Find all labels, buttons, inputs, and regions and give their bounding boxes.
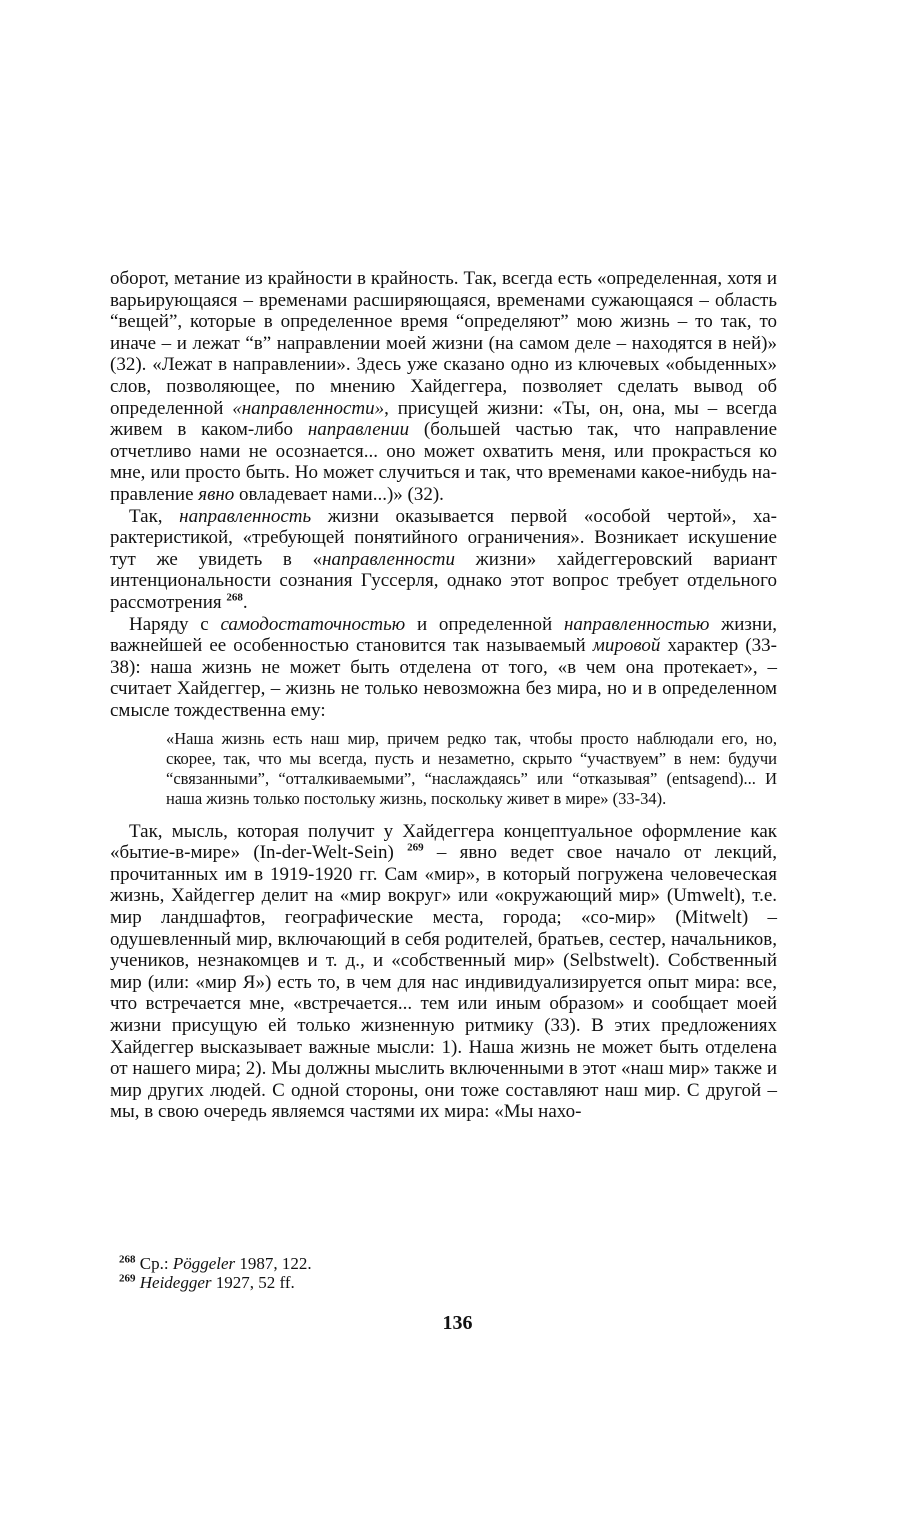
footnotes [119,1254,312,1292]
paragraph-1 [110,268,777,506]
italic-text: направленность [179,505,312,527]
italic-text: мировой [592,635,661,657]
text-run: «Наша жизнь есть наш мир, причем редко так, чтобы просто наблюдали его, но, скорее, так, что мы всегда, пусть и незаметно, скрыто “участвуем” в нем: будучи “связанными”, “отталкиваемыми”, “наслаждаясь” или “отказывая” (entsagend)... И наша жизнь только постольку жизнь, поскольку живет в мире» (33-34). [166,729,777,808]
footnote-ref: 269 [119,1272,136,1285]
italic-text: Heidegger [139,1273,212,1292]
footnote-ref: 268 [119,1253,136,1266]
text-run: жизни, важнейшей ее особенностью становится так называемый [110,613,777,657]
paragraph-2 [110,506,777,614]
text-run: Наряду с [129,613,221,635]
block-quote [166,729,777,808]
text-run: (большей частью так, что направление отчетливо нами не осознается... оно может охватить меня, или прокрасться ко мне, или просто быть. Но может случиться и так, что временами какое-нибудь направление [110,419,778,505]
text-run: жизни оказывается первой «особой чертой», характеристикой, «требующей понятийного ограничения». Возникает искушение тут же увидеть в « [110,505,777,570]
footnote-269 [119,1273,312,1292]
text-run: оборот, метание из крайности в крайность. Так, всегда есть «определенная, хотя и варьирующаяся – временами расширяющаяся, временами сужающаяся – область “вещей”, которые в определенное время “определяют” мою жизнь – то так, то иначе – и лежат “в” направлении моей жизни (на самом деле – находятся в ней)» (32). «Лежат в направлении». Здесь уже сказано одно из ключевых «обыденных» слов, позволяющее, по мнению Хайдеггера, позволяет сделать вывод об определенной [110,268,777,419]
text-run: 1927, 52 ff. [211,1273,295,1292]
italic-text: направленности [322,548,455,570]
text-run: , присущей жизни: «Ты, он, она, мы – всегда живем в каком-либо [110,397,777,441]
text-run: . [242,591,248,613]
italic-text: направленностью [563,613,710,635]
paragraph-4 [110,821,777,1123]
text-run: и определенной [405,613,564,635]
text-run: жизни» хайдеггеровский вариант интенциональности сознания Гуссерля, однако этот вопрос требует отдельного рассмотрения [110,548,777,613]
footnote-268 [119,1254,312,1273]
italic-text: «направленности» [232,397,385,419]
text-run: Так, мысль, которая получит у Хайдеггера концептуальное оформление как «бытие-в-мире» (In-der-Welt-Sein) [110,820,777,864]
paragraph-3 [110,614,777,722]
footnote-ref: 268 [226,591,243,604]
text-run: Так, [129,505,180,527]
italic-text: явно [198,483,235,505]
text-run: характер (33-38): наша жизнь не может быть отделена от того, «в чем она протекает», – считает Хайдеггер, – жизнь не только невозможна без мира, но и в определенном смысле тождественна ему: [110,635,777,721]
italic-text: направлении [307,419,410,441]
text-run: Ср.: [135,1254,173,1273]
italic-text: Pöggeler [172,1254,236,1273]
footnote-ref: 269 [407,841,424,854]
italic-text: самодостаточностью [220,613,406,635]
text-run: – явно ведет свое начало от лекций, прочитанных им в 1919-1920 гг. Сам «мир», в который погружена человеческая жизнь, Хайдеггер делит на «мир вокруг» или «окружающий мир» (Umwelt), т.е. мир ландшафтов, географические места, города; «со-мир» (Mitwelt) – одушевленный мир, включающий в себя родителей, братьев, сестер, начальников, учеников, незнакомцев и т. д., и «собственный мир» (Selbstwelt). Собственный мир (или: «мир Я») есть то, в чем для нас индивидуализируется опыт мира: все, что встречается мне, «встречается... тем или иным образом» и сообщает моей жизни присущую ей только жизненную ритмику (33). В этих предложениях Хайдеггер высказывает важные мысли: 1). Наша жизнь не может быть отделена от нашего мира; 2). Мы должны мыслить включенными в этот «наш мир» также и мир других людей. С одной стороны, они тоже составляют наш мир. С другой – мы, в свою очередь являемся частями их мира: «Мы нахо- [110,842,777,1123]
text-run: 1987, 122. [235,1254,312,1273]
page-body [110,268,777,1123]
text-run: овладевает нами...)» (32). [234,483,444,505]
page-number: 136 [442,1312,473,1334]
